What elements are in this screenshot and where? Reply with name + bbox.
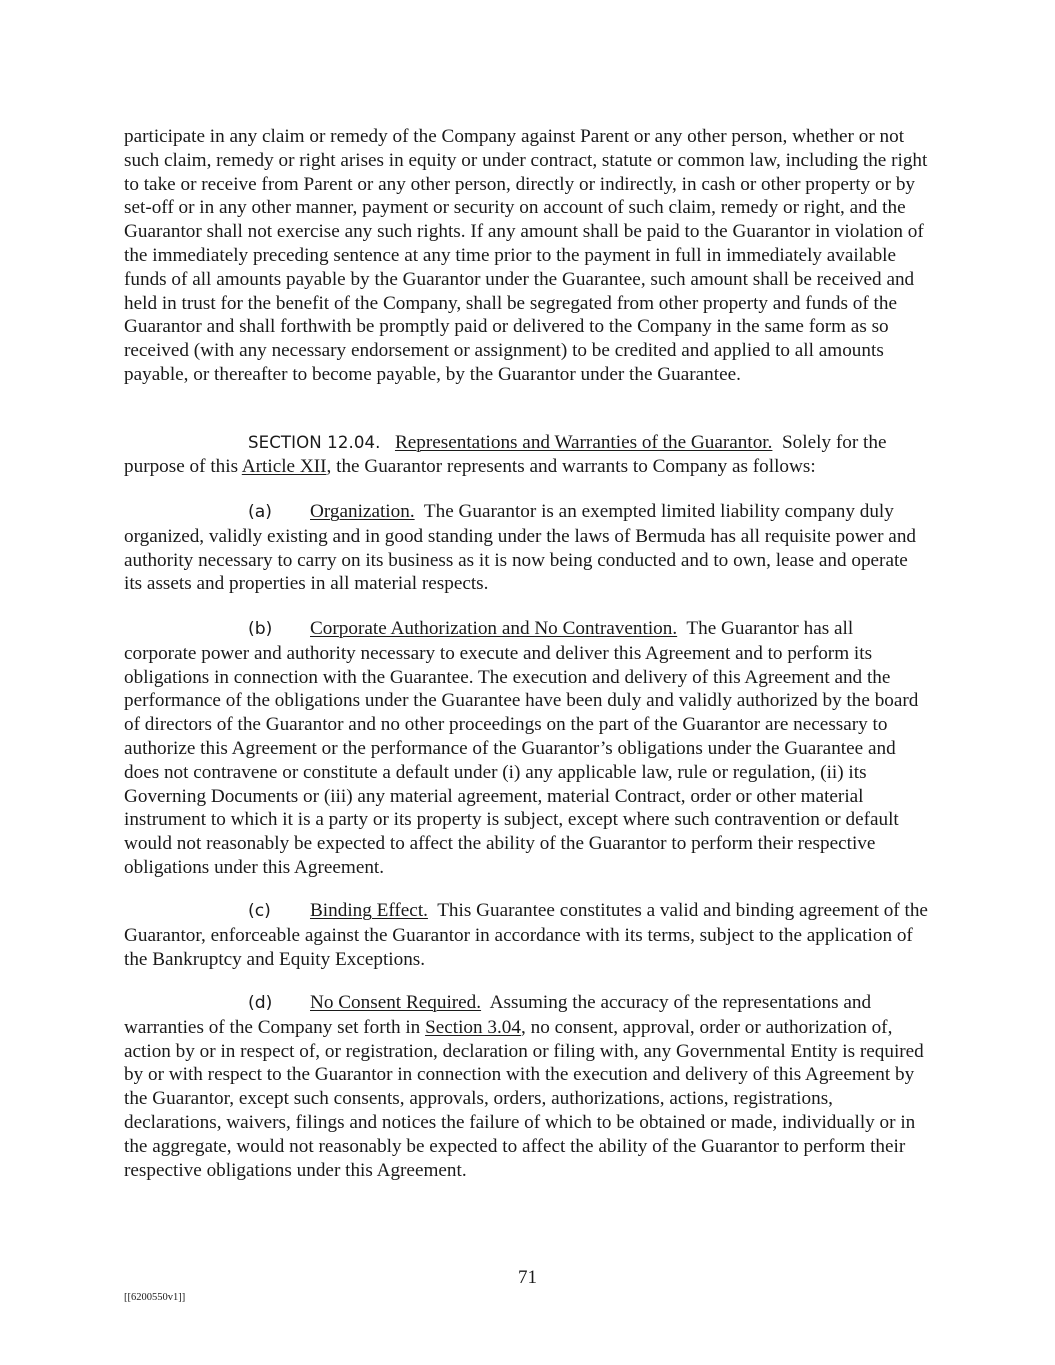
item-d-paragraph [124, 991, 930, 1182]
article-xii-reference: Article XII [241, 455, 327, 477]
item-b-heading: Corporate Authorization and No Contravention. [310, 618, 678, 639]
document-id: [[6200550v1]] [124, 1292, 186, 1303]
item-a-text: The Guarantor is an exempted limited liability company duly organized, validly existing and in good standing under the laws of Bermuda has all requisite power and authority necessary to carry on its business as it is now being conducted and to own, lease and operate its assets and properties in all material respects. [124, 501, 917, 595]
section-heading: Representations and Warranties of the Guarantor. [394, 432, 773, 453]
section-number: SECTION 12.04. [248, 433, 381, 452]
item-b-label: (b) [248, 619, 273, 639]
item-a-label: (a) [248, 502, 272, 522]
section-12-04-paragraph [124, 431, 930, 479]
page-number: 71 [518, 1267, 537, 1288]
item-c-text: This Guarantee constitutes a valid and binding agreement of the Guarantor, enforceable against the Guarantor in accordance with its terms, subject to the application of the Bankruptcy and Equity Exceptions. [124, 900, 928, 970]
item-a-paragraph [124, 500, 930, 596]
item-b-paragraph [124, 617, 930, 880]
item-c-paragraph [124, 899, 930, 971]
item-d-heading: No Consent Required. [310, 992, 482, 1013]
item-c-label: (c) [248, 901, 271, 921]
section-text-before-ref: Solely for the purpose of this [124, 432, 887, 477]
item-b-text: The Guarantor has all corporate power and authority necessary to execute and deliver this Agreement and to perform its obligations in connection with the Guarantee. The execution and delivery of this Agreement and the performance of the obligations under the Guarantee have been duly and validly authorized by the board of directors of the Guarantor and no other proceedings on the part of the Guarantor are necessary to authorize this Agreement or the performance of the Guarantor’s obligations under the Guarantee and does not contravene or constitute a default under (i) any applicable law, rule or regulation, (ii) its Governing Documents or (iii) any material agreement, material Contract, order or other material instrument to which it is a party or its property is subject, except where such contravention or default would not reasonably be expected to affect the ability of the Guarantor to perform their respective obligations under this Agreement. [124, 618, 919, 878]
item-d-label: (d) [248, 993, 273, 1013]
item-d-text-after-ref: , no consent, approval, order or authorization of, action by or in respect of, or registration, declaration or filing with, any Governmental Entity is required by or with respect to the Guarantor in connection with the execution and delivery of this Agreement by the Guarantor, except such consents, approvals, orders, authorizations, actions, registrations, declarations, waivers, filings and notices the failure of which to be obtained or made, individually or in the aggregate, would not reasonably be expected to affect the ability of the Guarantor to perform their respective obligations under this Agreement. [124, 1016, 924, 1181]
intro-paragraph: participate in any claim or remedy of the Company against Parent or any other person, whether or not such claim, remedy or right arises in equity or under contract, statute or common law, including the right to take or receive from Parent or any other person, directly or indirectly, in cash or other property or by set-off or in any other manner, payment or security on account of such claim, remedy or right, and the Guarantor shall not exercise any such rights. If any amount shall be paid to the Guarantor in violation of the immediately preceding sentence at any time prior to the payment in full in immediately available funds of all amounts payable by the Guarantor under the Guarantee, such amount shall be received and held in trust for the benefit of the Company, shall be segregated from other property and funds of the Guarantor and shall forthwith be promptly paid or delivered to the Company in the same form as so received (with any necessary endorsement or assignment) to be credited and applied to all amounts payable, or thereafter to become payable, by the Guarantor under the Guarantee. [124, 126, 928, 385]
section-3-04-reference: Section 3.04 [425, 1016, 521, 1038]
item-a-heading: Organization. [310, 501, 415, 522]
item-c-heading: Binding Effect. [310, 900, 428, 921]
item-d-text-before-ref: Assuming the accuracy of the representations and warranties of the Company set forth in [124, 992, 872, 1038]
section-text-after-ref: , the Guarantor represents and warrants to Company as follows: [326, 455, 816, 477]
